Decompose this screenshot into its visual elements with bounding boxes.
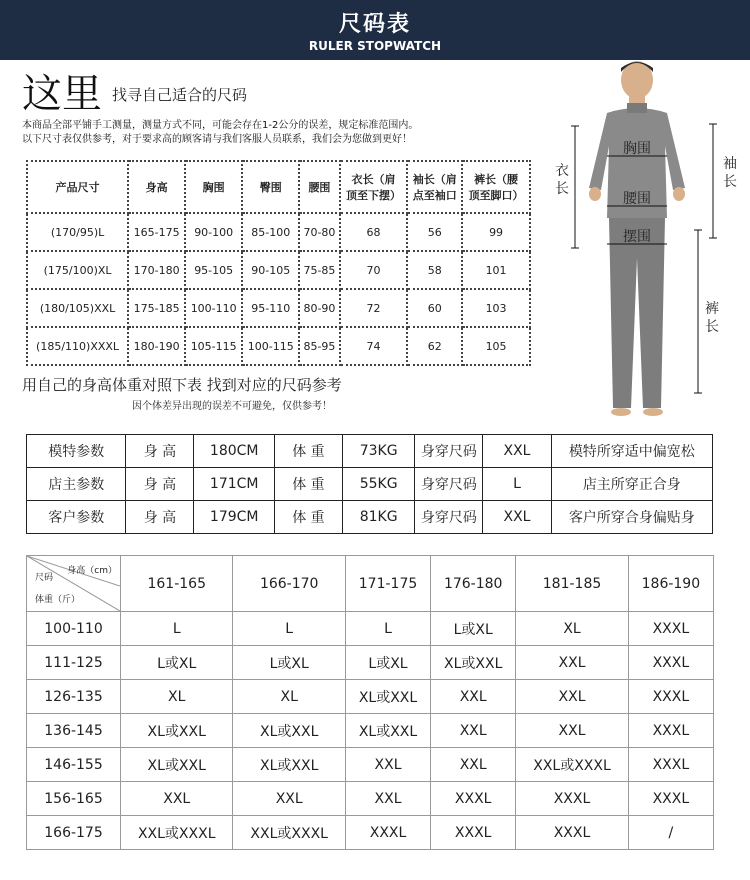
size-cell-chest: 90-100: [185, 213, 242, 251]
model-cell: 体 重: [274, 501, 342, 534]
size-cell-sleeve: 56: [407, 213, 462, 251]
size-recommendation-cell: XL或XXL: [121, 748, 233, 782]
size-recommendation-cell: /: [628, 816, 713, 850]
weight-table-row: [27, 646, 714, 680]
size-cell-sleeve: 62: [407, 327, 462, 365]
size-recommendation-cell: XL: [121, 680, 233, 714]
size-cell-height: 180-190: [128, 327, 185, 365]
size-recommendation-cell: L: [121, 612, 233, 646]
size-recommendation-cell: XXXL: [431, 816, 516, 850]
size-table: [26, 160, 531, 366]
height-range-header: 166-170: [233, 556, 345, 612]
model-cell: 73KG: [342, 435, 414, 468]
size-cell-product: (170/95)L: [27, 213, 128, 251]
label-pants-b: 长: [705, 319, 719, 335]
intro-note-line2: 以下尺寸表仅供参考，对于要求高的顾客请与我们客服人员联系，我们会为您做到更好！: [22, 134, 412, 145]
size-recommendation-cell: XXL: [431, 680, 516, 714]
size-recommendation-cell: L或XL: [431, 612, 516, 646]
model-cell: 身穿尺码: [415, 468, 483, 501]
size-recommendation-cell: XL: [233, 680, 345, 714]
size-cell-waist: 80-90: [299, 289, 339, 327]
size-recommendation-cell: XXXL: [628, 782, 713, 816]
size-recommendation-cell: XL或XXL: [345, 680, 430, 714]
size-table-row: [27, 289, 530, 327]
height-range-header: 181-185: [516, 556, 628, 612]
model-cell: 客户参数: [27, 501, 126, 534]
model-cell: 模特所穿适中偏宽松: [551, 435, 712, 468]
model-cell: 81KG: [342, 501, 414, 534]
label-length-b: 长: [555, 181, 569, 197]
size-cell-waist: 85-95: [299, 327, 339, 365]
size-cell-chest: 100-110: [185, 289, 242, 327]
size-recommendation-cell: XXL: [345, 782, 430, 816]
label-hem: 摆围: [623, 229, 651, 245]
size-header-chest: 胸围: [185, 161, 242, 213]
size-recommendation-cell: XL: [516, 612, 628, 646]
weight-range-cell: 100-110: [27, 612, 121, 646]
model-table-row: [27, 501, 713, 534]
size-header-height: 身高: [128, 161, 185, 213]
size-table-row: [27, 213, 530, 251]
size-header-waist: 腰围: [299, 161, 339, 213]
size-recommendation-cell: XL或XXL: [121, 714, 233, 748]
model-figure: [555, 58, 745, 418]
label-length-a: 衣: [555, 163, 569, 179]
corner-cell: [27, 556, 121, 612]
size-recommendation-cell: XXL: [516, 714, 628, 748]
size-cell-chest: 95-105: [185, 251, 242, 289]
weight-table-row: [27, 612, 714, 646]
length-line2: 顶至下摆）: [346, 189, 402, 202]
size-cell-height: 165-175: [128, 213, 185, 251]
size-recommendation-cell: XL或XXL: [431, 646, 516, 680]
corner-size-label: 尺码: [35, 573, 54, 583]
size-recommendation-cell: XXXL: [431, 782, 516, 816]
sleeve-line1: 袖长（肩: [412, 173, 457, 186]
size-cell-length: 70: [340, 251, 408, 289]
sleeve-line2: 点至袖口: [412, 189, 457, 202]
size-cell-waist: 70-80: [299, 213, 339, 251]
model-cell: 身 高: [126, 435, 194, 468]
weight-range-cell: 156-165: [27, 782, 121, 816]
corner-height-label: 身高（cm）: [67, 566, 117, 576]
page-subtitle: RULER STOPWATCH: [308, 39, 442, 53]
size-cell-chest: 105-115: [185, 327, 242, 365]
model-cell: L: [483, 468, 551, 501]
size-recommendation-cell: XXXL: [628, 714, 713, 748]
model-cell: 模特参数: [27, 435, 126, 468]
size-recommendation-cell: XL或XXL: [233, 714, 345, 748]
model-cell: 体 重: [274, 468, 342, 501]
model-table-row: [27, 435, 713, 468]
label-sleeve-a: 袖: [723, 156, 737, 172]
size-recommendation-cell: XXL或XXXL: [233, 816, 345, 850]
corner-weight-label: 体重（斤）: [35, 595, 81, 605]
size-table-header: [27, 161, 530, 213]
model-cell: 客户所穿合身偏贴身: [551, 501, 712, 534]
size-recommendation-cell: XXL: [121, 782, 233, 816]
hint-line1: 用自己的身高体重对照下表 找到对应的尺码参考: [22, 376, 342, 394]
label-sleeve-b: 长: [723, 174, 737, 190]
size-recommendation-cell: XXL: [233, 782, 345, 816]
size-recommendation-cell: XXL: [345, 748, 430, 782]
length-line1: 衣长（肩: [351, 173, 396, 186]
size-header-product: 产品尺寸: [27, 161, 128, 213]
weight-range-cell: 111-125: [27, 646, 121, 680]
size-cell-hip: 100-115: [242, 327, 299, 365]
size-recommendation-cell: XXXL: [628, 748, 713, 782]
size-cell-sleeve: 60: [407, 289, 462, 327]
size-cell-pants: 105: [462, 327, 530, 365]
size-cell-length: 72: [340, 289, 408, 327]
size-recommendation-cell: L或XL: [345, 646, 430, 680]
size-recommendation-cell: XXXL: [628, 646, 713, 680]
model-cell: 身 高: [126, 501, 194, 534]
size-recommendation-cell: XXXL: [628, 680, 713, 714]
size-cell-pants: 99: [462, 213, 530, 251]
weight-table-row: [27, 748, 714, 782]
weight-range-cell: 166-175: [27, 816, 121, 850]
weight-table-row: [27, 816, 714, 850]
size-cell-pants: 103: [462, 289, 530, 327]
model-cell: 体 重: [274, 435, 342, 468]
size-recommendation-cell: XXXL: [345, 816, 430, 850]
model-cell: 身穿尺码: [415, 501, 483, 534]
size-header-hip: 臀围: [242, 161, 299, 213]
model-cell: 店主所穿正合身: [551, 468, 712, 501]
size-cell-product: (180/105)XXL: [27, 289, 128, 327]
page-title: 尺码表: [338, 12, 411, 37]
size-cell-length: 68: [340, 213, 408, 251]
weight-range-cell: 126-135: [27, 680, 121, 714]
weight-table-header: [27, 556, 714, 612]
label-pants-a: 裤: [705, 301, 719, 317]
model-cell: 55KG: [342, 468, 414, 501]
intro-note: [22, 119, 418, 147]
height-range-header: 186-190: [628, 556, 713, 612]
size-cell-hip: 90-105: [242, 251, 299, 289]
size-recommendation-cell: XL或XXL: [233, 748, 345, 782]
size-table-row: [27, 251, 530, 289]
size-recommendation-cell: XXL: [431, 748, 516, 782]
size-recommendation-cell: L: [233, 612, 345, 646]
size-recommendation-cell: L或XL: [233, 646, 345, 680]
size-cell-height: 170-180: [128, 251, 185, 289]
weight-table-row: [27, 714, 714, 748]
height-range-header: 176-180: [431, 556, 516, 612]
size-recommendation-cell: XL或XXL: [345, 714, 430, 748]
size-header-pants: [462, 161, 530, 213]
size-cell-waist: 75-85: [299, 251, 339, 289]
model-table: [26, 434, 713, 534]
size-table-body: [27, 213, 530, 365]
pants-line1: 裤长（腰: [474, 173, 519, 186]
size-recommendation-cell: XXXL: [516, 782, 628, 816]
size-cell-product: (175/100)XL: [27, 251, 128, 289]
intro-subheading: 找寻自己适合的尺码: [112, 86, 248, 104]
model-cell: 身 高: [126, 468, 194, 501]
weight-table-row: [27, 680, 714, 714]
model-cell: 身穿尺码: [415, 435, 483, 468]
size-cell-hip: 85-100: [242, 213, 299, 251]
weight-table-row: [27, 782, 714, 816]
size-recommendation-cell: XXL: [516, 680, 628, 714]
size-header-sleeve: [407, 161, 462, 213]
size-recommendation-cell: XXXL: [628, 612, 713, 646]
size-cell-product: (185/110)XXXL: [27, 327, 128, 365]
model-cell: 店主参数: [27, 468, 126, 501]
size-table-row: [27, 327, 530, 365]
intro-note-line1: 本商品全部平铺手工测量，测量方式不同，可能会存在1-2公分的误差，规定标准范围内。: [22, 120, 419, 131]
model-cell: 171CM: [194, 468, 274, 501]
size-recommendation-cell: XXL或XXXL: [516, 748, 628, 782]
size-recommendation-cell: XXL: [516, 646, 628, 680]
weight-range-cell: 146-155: [27, 748, 121, 782]
size-recommendation-cell: L或XL: [121, 646, 233, 680]
size-cell-length: 74: [340, 327, 408, 365]
header-banner: [0, 0, 750, 60]
model-table-row: [27, 468, 713, 501]
size-cell-sleeve: 58: [407, 251, 462, 289]
hint-line2: 因个体差异出现的误差不可避免，仅供参考！: [132, 401, 332, 412]
label-waist: 腰围: [623, 191, 651, 207]
size-recommendation-cell: XXL或XXXL: [121, 816, 233, 850]
size-recommendation-cell: L: [345, 612, 430, 646]
intro-big-heading: 这里: [22, 71, 102, 117]
label-chest: 胸围: [623, 141, 651, 157]
model-cell: 179CM: [194, 501, 274, 534]
height-range-header: 171-175: [345, 556, 430, 612]
size-header-length: [340, 161, 408, 213]
weight-size-table: [26, 555, 714, 850]
pants-line2: 顶至脚口）: [468, 189, 524, 202]
size-cell-height: 175-185: [128, 289, 185, 327]
size-cell-hip: 95-110: [242, 289, 299, 327]
size-recommendation-cell: XXL: [431, 714, 516, 748]
model-cell: 180CM: [194, 435, 274, 468]
size-cell-pants: 101: [462, 251, 530, 289]
size-recommendation-cell: XXXL: [516, 816, 628, 850]
weight-range-cell: 136-145: [27, 714, 121, 748]
model-cell: XXL: [483, 501, 551, 534]
model-cell: XXL: [483, 435, 551, 468]
height-range-header: 161-165: [121, 556, 233, 612]
